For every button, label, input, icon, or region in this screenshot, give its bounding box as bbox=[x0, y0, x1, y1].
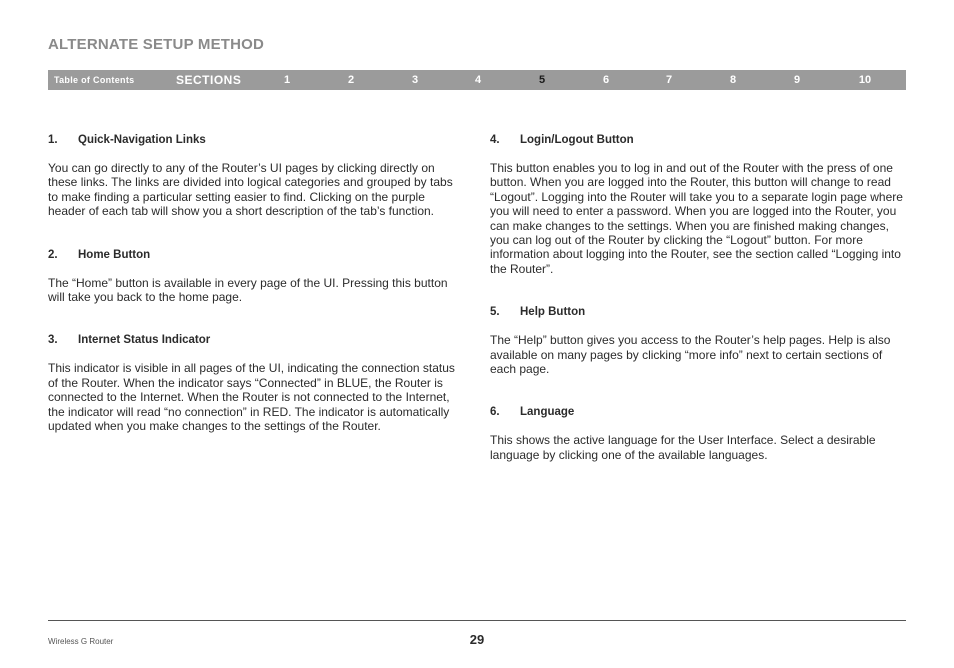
section-link-1[interactable]: 1 bbox=[283, 74, 291, 86]
item-quick-navigation-links bbox=[48, 133, 460, 219]
section-link-4[interactable]: 4 bbox=[474, 74, 482, 86]
item-title: Language bbox=[520, 406, 575, 419]
section-link-2[interactable]: 2 bbox=[347, 74, 355, 86]
item-heading bbox=[490, 305, 908, 320]
item-body: This shows the active language for the User Interface. Select a desirable language by clicking one of the available languages. bbox=[490, 433, 876, 462]
item-login-logout-button bbox=[490, 133, 908, 276]
item-title: Home Button bbox=[78, 248, 151, 261]
item-number: 4. bbox=[490, 134, 500, 146]
footer-product-name: Wireless G Router bbox=[48, 637, 114, 646]
footer-divider bbox=[48, 620, 906, 621]
item-body: You can go directly to any of the Router’s UI pages by clicking directly on these links. The links are divided into logical categories and grouped by tabs to make finding a particular setting easier to find. Clicking on the purple header of each tab will show you a short description of the tab’s function. bbox=[48, 161, 453, 219]
item-language bbox=[490, 405, 908, 462]
item-heading bbox=[48, 133, 460, 148]
item-internet-status-indicator bbox=[48, 333, 460, 433]
right-column bbox=[490, 133, 908, 462]
item-body: This button enables you to log in and out of the Router with the press of one button. When you are logged into the Router, this button will change to read “Logout”. Logging into the Router will take you to a separate login page where you will need to enter a password. When you are logged into the Router, you can make changes to the settings. When you are finished making changes, you can log out of the Router by clicking the “Logout” button. For more information about logging into the Router, see the section called “Logging into the Router”. bbox=[490, 161, 903, 276]
item-help-button bbox=[490, 305, 908, 376]
section-link-8[interactable]: 8 bbox=[729, 74, 737, 86]
section-title: ALTERNATE SETUP METHOD bbox=[48, 36, 265, 53]
table-of-contents-link[interactable]: Table of Contents bbox=[54, 75, 135, 85]
item-number: 2. bbox=[48, 248, 58, 261]
section-link-9[interactable]: 9 bbox=[793, 74, 801, 86]
section-link-10[interactable]: 10 bbox=[858, 74, 872, 86]
section-link-5-current[interactable]: 5 bbox=[538, 74, 546, 86]
item-heading bbox=[490, 133, 908, 148]
item-body: This indicator is visible in all pages of the UI, indicating the connection status of the Router. When the indicator says “Connected” in BLUE, the Router is connected to the Internet. When the Router is not connected to the Internet, the indicator will read “no connection” in RED. The indicator is automatically updated when you make changes to the settings of the Router. bbox=[48, 361, 455, 434]
section-link-6[interactable]: 6 bbox=[602, 74, 610, 86]
item-title: Quick-Navigation Links bbox=[78, 134, 206, 146]
item-heading bbox=[48, 333, 460, 348]
item-number: 5. bbox=[490, 306, 500, 319]
left-column bbox=[48, 133, 460, 433]
item-heading bbox=[490, 405, 908, 420]
item-title: Internet Status Indicator bbox=[78, 334, 211, 347]
item-number: 1. bbox=[48, 134, 58, 146]
item-home-button bbox=[48, 248, 460, 305]
section-navigation-bar bbox=[48, 70, 906, 90]
item-body: The “Home” button is available in every page of the UI. Pressing this button will take you back to the home page. bbox=[48, 275, 448, 305]
item-number: 6. bbox=[490, 406, 500, 419]
item-number: 3. bbox=[48, 334, 58, 347]
section-link-3[interactable]: 3 bbox=[411, 74, 419, 86]
item-heading bbox=[48, 248, 460, 263]
section-link-7[interactable]: 7 bbox=[665, 74, 673, 86]
item-title: Login/Logout Button bbox=[520, 134, 634, 146]
item-body: The “Help” button gives you access to the Router’s help pages. Help is also available on many pages by clicking “more info” next to certain sections of each page. bbox=[490, 333, 891, 377]
page-number: 29 bbox=[469, 632, 485, 647]
item-title: Help Button bbox=[520, 306, 586, 319]
sections-label: SECTIONS bbox=[176, 73, 242, 87]
